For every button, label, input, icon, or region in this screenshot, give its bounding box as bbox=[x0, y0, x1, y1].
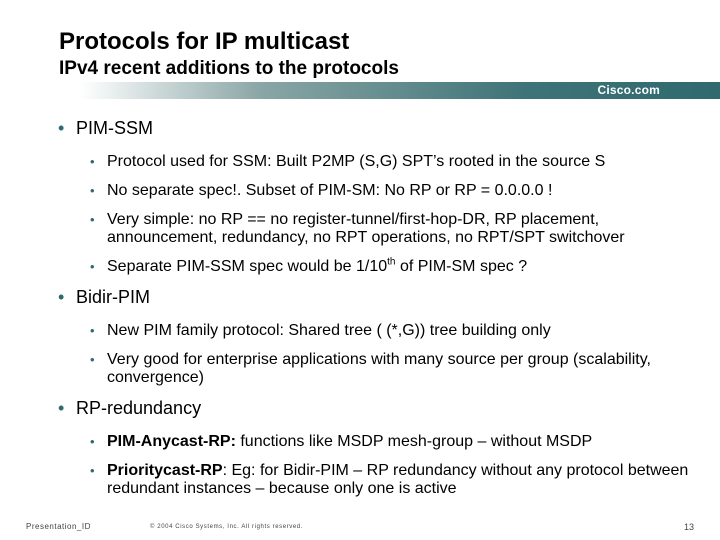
brand-label: Cisco.com bbox=[597, 83, 660, 97]
section-bidir-pim bbox=[58, 287, 698, 387]
bullet-text-end: of PIM-SM spec ? bbox=[395, 258, 528, 275]
bullet-dot-icon: • bbox=[90, 259, 95, 274]
bullet-dot-icon: • bbox=[90, 154, 95, 169]
bullet-dot-icon: • bbox=[90, 463, 95, 478]
section-rp-redundancy bbox=[58, 398, 698, 498]
bullet-term: Prioritycast-RP bbox=[107, 462, 223, 479]
bullet-level2 bbox=[90, 182, 698, 200]
slide-title: Protocols for IP multicast bbox=[59, 28, 350, 55]
bullet-text: New PIM family protocol: Shared tree ( (*,G)) tree building only bbox=[107, 322, 551, 339]
bullet-text: functions like MSDP mesh-group – without MSDP bbox=[235, 433, 593, 450]
slide-subtitle: IPv4 recent additions to the protocols bbox=[59, 58, 399, 79]
bullet-dot-icon: • bbox=[58, 118, 65, 138]
bullet-text-start: Separate PIM-SSM spec would be 1/10 bbox=[107, 258, 388, 275]
slide-body bbox=[58, 118, 698, 509]
bullet-text: Very good for enterprise applications with many source per group (scalability, convergence) bbox=[107, 351, 651, 386]
bullet-level2 bbox=[90, 462, 698, 498]
bullet-level2 bbox=[90, 258, 698, 276]
section-heading: Bidir-PIM bbox=[76, 287, 151, 307]
bullet-dot-icon: • bbox=[58, 287, 65, 307]
section-pim-ssm bbox=[58, 118, 698, 276]
bullet-text: Very simple: no RP == no register-tunnel/first-hop-DR, RP placement, announcement, redundancy, no RPT operations, no RPT/SPT switchover bbox=[107, 211, 625, 246]
bullet-text: Protocol used for SSM: Built P2MP (S,G) SPT’s rooted in the source S bbox=[107, 153, 606, 170]
footer-presentation-id: Presentation_ID bbox=[26, 522, 91, 531]
bullet-dot-icon: • bbox=[90, 183, 95, 198]
bullet-dot-icon: • bbox=[90, 434, 95, 449]
page-number: 13 bbox=[683, 522, 694, 532]
bullet-level1 bbox=[58, 287, 698, 308]
bullet-dot-icon: • bbox=[58, 398, 65, 418]
bullet-level2 bbox=[90, 433, 698, 451]
section-heading: PIM-SSM bbox=[76, 118, 154, 138]
bullet-text: No separate spec!. Subset of PIM-SM: No RP or RP = 0.0.0.0 ! bbox=[107, 182, 553, 199]
bullet-dot-icon: • bbox=[90, 212, 95, 227]
bullet-term: PIM-Anycast-RP: bbox=[107, 433, 236, 450]
superscript: th bbox=[387, 256, 396, 268]
bullet-level2 bbox=[90, 351, 698, 387]
bullet-dot-icon: • bbox=[90, 352, 95, 367]
bullet-level1 bbox=[58, 118, 698, 139]
footer-copyright: © 2004 Cisco Systems, Inc. All rights reserved. bbox=[150, 524, 304, 530]
bullet-level2 bbox=[90, 322, 698, 340]
bullet-level1 bbox=[58, 398, 698, 419]
bullet-text: : Eg: for Bidir-PIM – RP redundancy without any protocol between redundant instances – because only one is active bbox=[107, 462, 689, 497]
section-heading: RP-redundancy bbox=[76, 398, 202, 418]
bullet-dot-icon: • bbox=[90, 323, 95, 338]
bullet-level2 bbox=[90, 211, 698, 247]
bullet-level2 bbox=[90, 153, 698, 171]
